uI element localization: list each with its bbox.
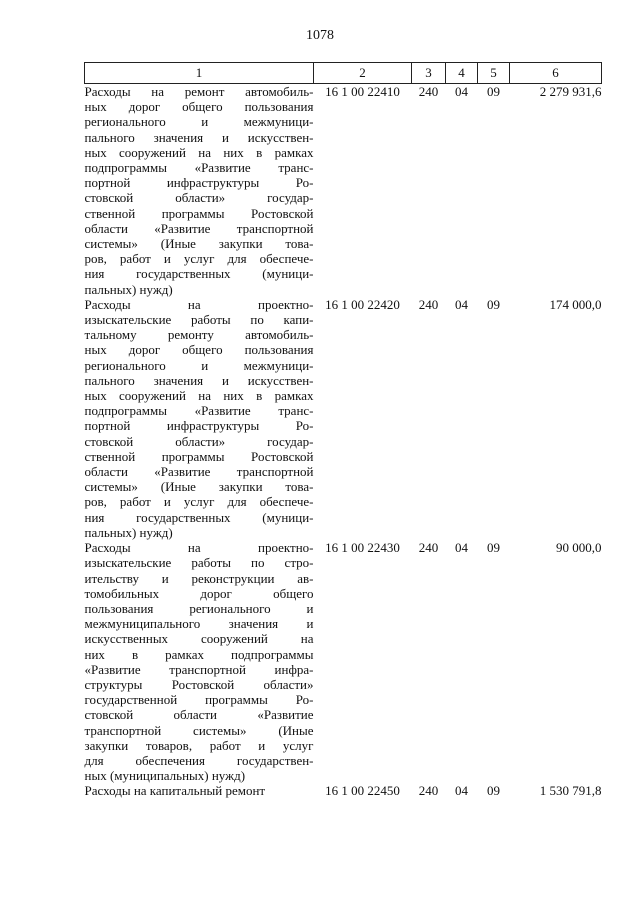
table-row (85, 540, 602, 783)
description-line: них в рамках подпрограммы (84, 646, 314, 662)
description-line: Расходы на капитальный ремонт (84, 783, 266, 799)
description-line: межмуниципального значения и (84, 616, 314, 632)
row-section: 04 (455, 296, 468, 312)
description-line: Расходы на проектно- (84, 540, 314, 556)
description-line: искусственных сооружений на (84, 631, 314, 647)
row-section: 04 (455, 84, 468, 99)
header-col-4: 4 (446, 63, 478, 84)
table-body (85, 84, 602, 799)
row-amount: 2 279 931,6 (539, 84, 602, 99)
description-line: пального значения и искусствен- (84, 372, 314, 388)
description-line: пального значения и искусствен- (84, 129, 314, 145)
row-subsection: 09 (487, 296, 500, 312)
header-col-1: 1 (85, 63, 314, 84)
row-target-code: 16 1 00 22450 (325, 783, 400, 799)
description-line: системы» (Иные закупки това- (84, 236, 314, 252)
description-line: транспортной системы» (Иные (84, 722, 314, 738)
description-line: ительству и реконструкции ав- (84, 570, 314, 586)
header-col-5: 5 (478, 63, 510, 84)
row-description (85, 540, 314, 783)
description-line: структуры Ростовской области» (84, 676, 314, 692)
description-line: стовской области» государ- (84, 433, 314, 449)
description-line: области «Развитие транспортной (84, 464, 314, 480)
page-number: 1078 (306, 28, 334, 43)
row-subsection: 09 (487, 783, 500, 799)
header-row (85, 63, 602, 84)
row-description (85, 84, 314, 297)
description-line: ния государственных (муници- (84, 509, 314, 525)
row-description (85, 297, 314, 540)
description-line: регионального и межмуници- (84, 114, 314, 130)
description-line: ных дорог общего пользования (84, 342, 314, 358)
description-line: ния государственных (муници- (84, 266, 314, 282)
description-line: области «Развитие транспортной (84, 220, 314, 236)
row-expense-type: 240 (418, 540, 439, 556)
row-subsection: 09 (487, 84, 500, 99)
description-line: ственной программы Ростовской (84, 205, 314, 221)
table-row (85, 297, 602, 540)
row-section: 04 (455, 540, 468, 556)
row-target-code: 16 1 00 22410 (325, 84, 400, 99)
description-line: ных сооружений на них в рамках (84, 144, 314, 160)
description-line: изыскательские работы по капи- (84, 312, 314, 328)
row-expense-type: 240 (418, 296, 439, 312)
row-amount: 174 000,0 (549, 296, 602, 312)
description-line: Расходы на ремонт автомобиль- (84, 84, 314, 99)
header-col-2: 2 (314, 63, 412, 84)
description-line: закупки товаров, работ и услуг (84, 737, 314, 753)
description-line: Расходы на проектно- (84, 296, 314, 312)
description-line: ственной программы Ростовской (84, 448, 314, 464)
row-subsection: 09 (487, 540, 500, 556)
row-section: 04 (455, 783, 468, 799)
description-line: портной инфраструктуры Ро- (84, 418, 314, 434)
table-row (85, 783, 602, 798)
header-col-6: 6 (510, 63, 602, 84)
description-line: томобильных дорог общего (84, 585, 314, 601)
description-line: пользования регионального и (84, 600, 314, 616)
description-line: для обеспечения государствен- (84, 752, 314, 768)
table-header (85, 63, 602, 84)
description-line: ров, работ и услуг для обеспече- (84, 494, 314, 510)
description-line: тальному ремонту автомобиль- (84, 327, 314, 343)
row-amount: 1 530 791,8 (539, 783, 602, 799)
description-line: государственной программы Ро- (84, 692, 314, 708)
table-row (85, 84, 602, 297)
description-line: «Развитие транспортной инфра- (84, 661, 314, 677)
description-line: портной инфраструктуры Ро- (84, 175, 314, 191)
row-description (85, 783, 314, 798)
description-line: стовской области» государ- (84, 190, 314, 206)
description-line: ных (муниципальных) нужд) (84, 768, 246, 784)
description-line: пальных) нужд) (84, 281, 173, 297)
description-line: ров, работ и услуг для обеспече- (84, 251, 314, 267)
row-amount: 90 000,0 (556, 540, 602, 556)
row-expense-type: 240 (418, 783, 439, 799)
description-line: системы» (Иные закупки това- (84, 479, 314, 495)
description-line: ных сооружений на них в рамках (84, 388, 314, 404)
header-col-3: 3 (412, 63, 446, 84)
row-expense-type: 240 (418, 84, 439, 99)
description-line: подпрограммы «Развитие транс- (84, 403, 314, 419)
description-line: изыскательские работы по стро- (84, 555, 314, 571)
description-line: ных дорог общего пользования (84, 99, 314, 115)
row-target-code: 16 1 00 22420 (325, 296, 400, 312)
budget-table (84, 62, 602, 799)
description-line: регионального и межмуници- (84, 357, 314, 373)
description-line: стовской области «Развитие (84, 707, 314, 723)
description-line: пальных) нужд) (84, 524, 173, 540)
description-line: подпрограммы «Развитие транс- (84, 160, 314, 176)
row-target-code: 16 1 00 22430 (325, 540, 400, 556)
